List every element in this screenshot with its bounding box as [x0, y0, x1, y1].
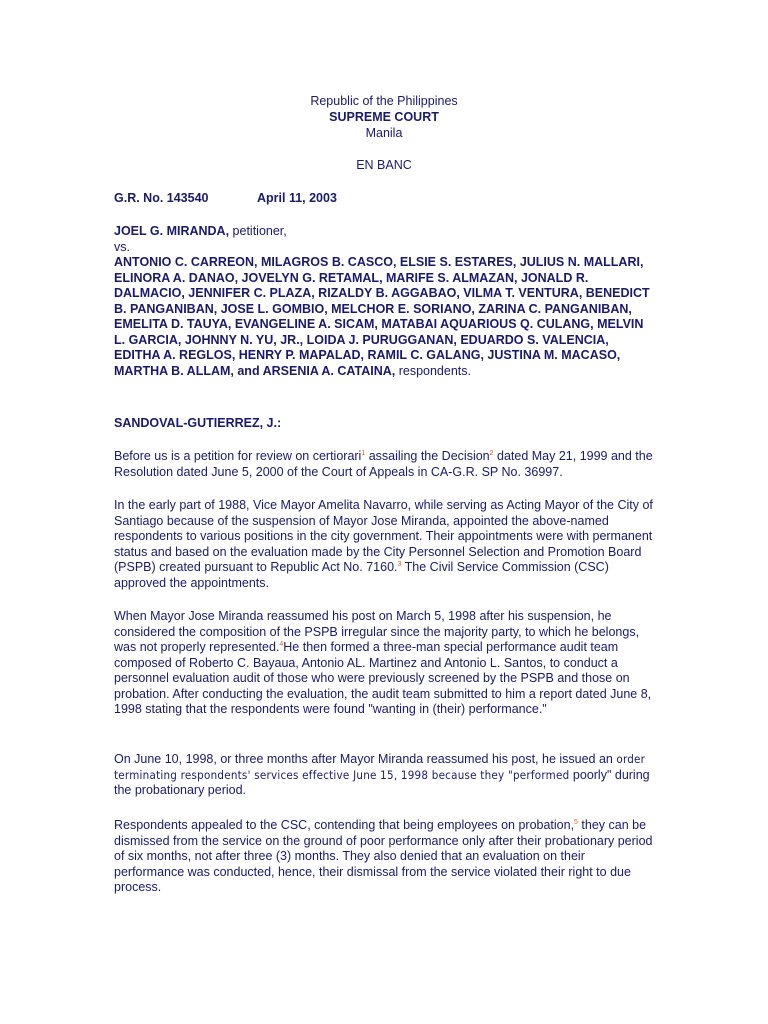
case-number: G.R. No. 143540	[114, 191, 209, 205]
paragraph-1-text-b: assailing the Decision	[365, 449, 490, 463]
paragraph-3-text-b: He then formed a three-man special performance audit team composed of Roberto C. Bayaua, Antonio AL. Martinez and Antonio L. Santos, to conduct a personnel evaluation audit of those who were previously screened by the PSPB and those on probation. After conducting the evaluation, the audit team submitted to him a report dated June 8, 1998 stating that the respondents were found "wanting in (their) performance."	[114, 640, 652, 716]
ponente: SANDOVAL-GUTIERREZ, J.:	[114, 416, 282, 430]
paragraph-4-text-a: On June 10, 1998, or three months after Mayor Miranda reassumed his post, he issued an	[114, 752, 617, 766]
paragraph-4	[114, 752, 654, 799]
footnote-ref-4[interactable]: 4	[279, 641, 284, 648]
case-line	[114, 191, 654, 207]
petitioner-role: petitioner,	[229, 224, 287, 238]
respondents-line	[114, 255, 654, 379]
paragraph-1	[114, 449, 654, 480]
footnote-ref-5[interactable]: 5	[574, 819, 578, 826]
case-date: April 11, 2003	[257, 191, 337, 205]
footnote-ref-2[interactable]: 2	[489, 450, 494, 457]
paragraph-3	[114, 609, 654, 718]
paragraph-5	[114, 818, 654, 896]
versus-label: vs.	[114, 239, 130, 254]
paragraph-1-text-c: dated May 21, 1999 and the Resolution dated June 5, 2000 of the Court of Appeals in CA-G.R. SP No. 36997.	[114, 449, 653, 479]
parties-block	[114, 224, 654, 379]
paragraph-5-text-b: they can be dismissed from the service on the ground of poor performance only after their probationary period of six months, not after three (3) months. They also denied that an evaluation on their performance was conducted, hence, their dismissal from the service violated their right to due process.	[114, 818, 653, 894]
paragraph-4-text-b: order terminating respondents' services effective June 15, 1998 because they "performed	[114, 752, 646, 782]
petitioner-line	[114, 224, 654, 240]
court-name: SUPREME COURT	[329, 110, 439, 124]
republic-line: Republic of the Philippines	[310, 94, 458, 108]
paragraph-2	[114, 498, 654, 591]
paragraph-4-text-c: poorly" during the probationary period.	[114, 767, 650, 797]
division-label: EN BANC	[356, 158, 412, 172]
respondents-role: respondents.	[395, 363, 471, 378]
respondents-names: ANTONIO C. CARREON, MILAGROS B. CASCO, ELSIE S. ESTARES, JULIUS N. MALLARI, ELINORA A. DANAO, JOVELYN G. RETAMAL, MARIFE S. ALMAZAN, JONALD R. DALMACIO, JENNIFER C. PLAZA, RIZALDY B. AGGABAO, VILMA T. VENTURA, BENEDICT B. PANGANIBAN, JOSE L. GOMBIO, MELCHOR E. SORIANO, ZARINA C. PANGANIBAN, EMELITA D. TAUYA, EVANGELINE A. SICAM, MATABAI AQUARIOUS Q. CULANG, MELVIN L. GARCIA, JOHNNY N. YU, JR., LOIDA J. PURUGGANAN, EDUARDO S. VALENCIA, EDITHA A. REGLOS, HENRY P. MAPALAD, RAMIL C. GALANG, JUSTINA M. MACASO, MARTHA B. ALLAM, and ARSENIA A. CATAINA,	[114, 255, 650, 378]
paragraph-1-text-a: Before us is a petition for review on certiorari	[114, 449, 362, 463]
paragraph-2-text-b: The Civil Service Commission (CSC) approved the appointments.	[114, 560, 609, 590]
footnote-ref-3[interactable]: 3	[397, 561, 402, 568]
paragraph-2-text-a: In the early part of 1988, Vice Mayor Amelita Navarro, while serving as Acting Mayor of the City of Santiago because of the suspension of Mayor Jose Miranda, appointed the above-named respondents to various positions in the city government. Their appointments were with permanent status and based on the evaluation made by the City Personnel Selection and Promotion Board (PSPB) created pursuant to Republic Act No. 7160.	[114, 498, 653, 574]
petitioner-name: JOEL G. MIRANDA,	[114, 224, 230, 238]
footnote-ref-1[interactable]: 1	[361, 450, 366, 457]
paragraph-3-text-a: When Mayor Jose Miranda reassumed his post on March 5, 1998 after his suspension, he considered the composition of the PSPB irregular since the majority party, to which he belongs, was not properly represented.	[114, 609, 640, 654]
paragraph-5-text-a: Respondents appealed to the CSC, contending that being employees on probation,	[114, 818, 575, 832]
court-city: Manila	[365, 126, 403, 140]
